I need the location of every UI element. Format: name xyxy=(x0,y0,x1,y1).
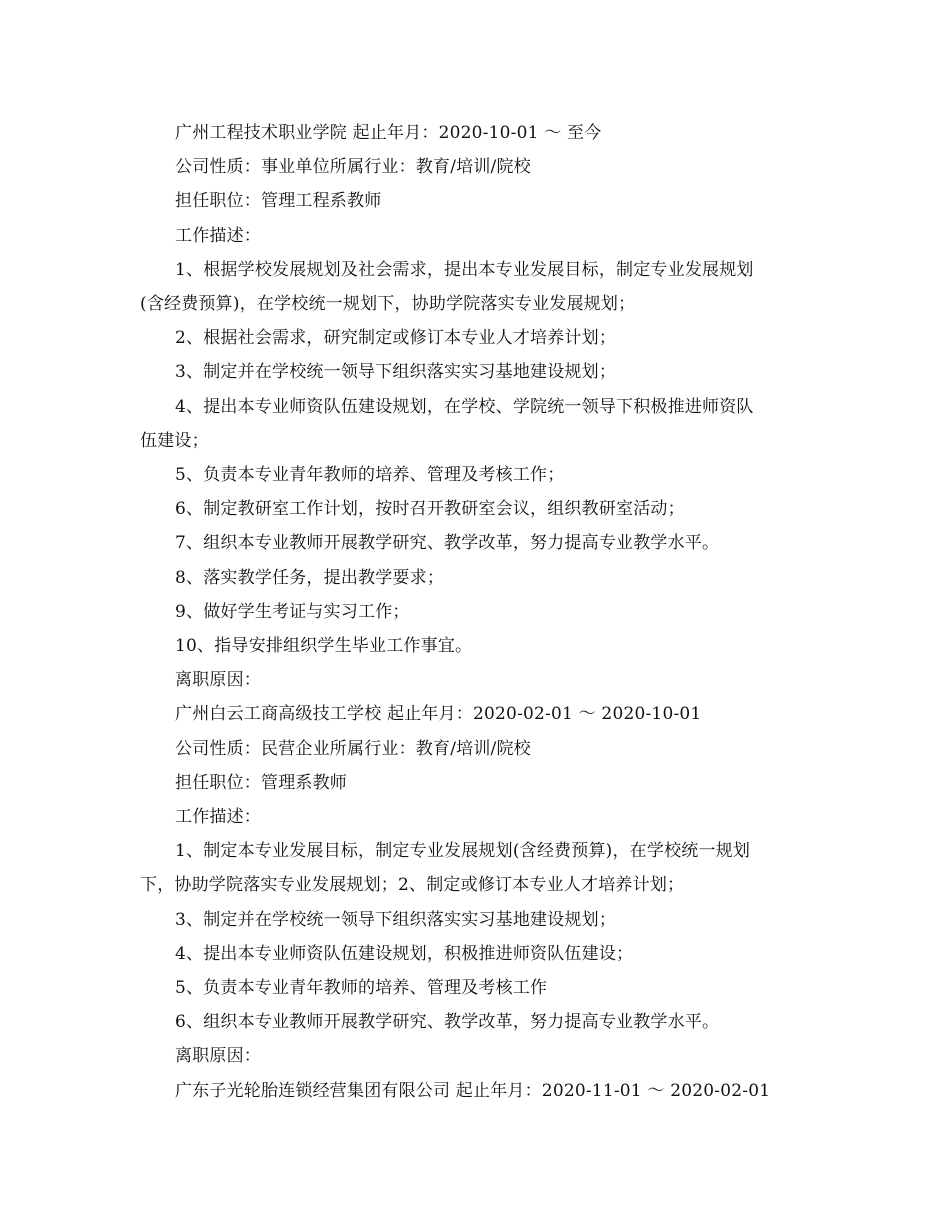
employer-heading-3: 广东子光轮胎连锁经营集团有限公司 起止年月：2020-11-01 ～ 2020-02-01 xyxy=(175,1080,771,1101)
duty-item: 2、根据社会需求，研究制定或修订本专业人才培养计划； xyxy=(175,328,617,349)
company-nature-2: 公司性质：民营企业所属行业：教育/培训/院校 xyxy=(175,738,531,759)
duty-item: 4、提出本专业师资队伍建设规划，在学校、学院统一领导下积极推进师资队 xyxy=(175,396,754,417)
document-body xyxy=(140,116,830,1108)
position-2: 担任职位：管理系教师 xyxy=(175,772,347,793)
duty-item: 5、负责本专业青年教师的培养、管理及考核工作 xyxy=(175,978,548,999)
duty-item: 1、制定本专业发展目标，制定专业发展规划(含经费预算)，在学校统一规划 xyxy=(175,841,751,862)
duty-item: 3、制定并在学校统一领导下组织落实实习基地建设规划； xyxy=(175,362,617,383)
duty-item-continuation: (含经费预算)，在学校统一规划下，协助学院落实专业发展规划； xyxy=(140,294,636,315)
duty-item-continuation: 下，协助学院落实专业发展规划；2、制定或修订本专业人才培养计划； xyxy=(140,875,685,896)
duty-item: 9、做好学生考证与实习工作； xyxy=(175,601,410,622)
description-label-2: 工作描述： xyxy=(175,807,261,828)
employer-heading-2: 广州白云工商高级技工学校 起止年月：2020-02-01 ～ 2020-10-01 xyxy=(175,704,702,725)
leave-reason-label-2: 离职原因： xyxy=(175,1046,261,1067)
duty-item: 3、制定并在学校统一领导下组织落实实习基地建设规划； xyxy=(175,909,617,930)
duty-item: 10、指导安排组织学生毕业工作事宜。 xyxy=(175,636,473,657)
duty-item: 4、提出本专业师资队伍建设规划，积极推进师资队伍建设； xyxy=(175,943,634,964)
description-label-1: 工作描述： xyxy=(175,225,261,246)
company-nature-1: 公司性质：事业单位所属行业：教育/培训/院校 xyxy=(175,157,531,178)
duty-item: 6、制定教研室工作计划，按时召开教研室会议，组织教研室活动； xyxy=(175,499,685,520)
duty-item: 7、组织本专业教师开展教学研究、教学改革，努力提高专业教学水平。 xyxy=(175,533,720,554)
duty-item-continuation: 伍建设； xyxy=(140,430,209,451)
leave-reason-label-1: 离职原因： xyxy=(175,670,261,691)
employer-heading-1: 广州工程技术职业学院 起止年月：2020-10-01 ～ 至今 xyxy=(175,123,602,143)
position-1: 担任职位：管理工程系教师 xyxy=(175,191,382,212)
duty-item: 8、落实教学任务，提出教学要求； xyxy=(175,567,445,588)
duty-item: 1、根据学校发展规划及社会需求，提出本专业发展目标，制定专业发展规划 xyxy=(175,259,754,280)
duty-item: 6、组织本专业教师开展教学研究、教学改革，努力提高专业教学水平。 xyxy=(175,1012,720,1033)
duty-item: 5、负责本专业青年教师的培养、管理及考核工作； xyxy=(175,465,565,486)
